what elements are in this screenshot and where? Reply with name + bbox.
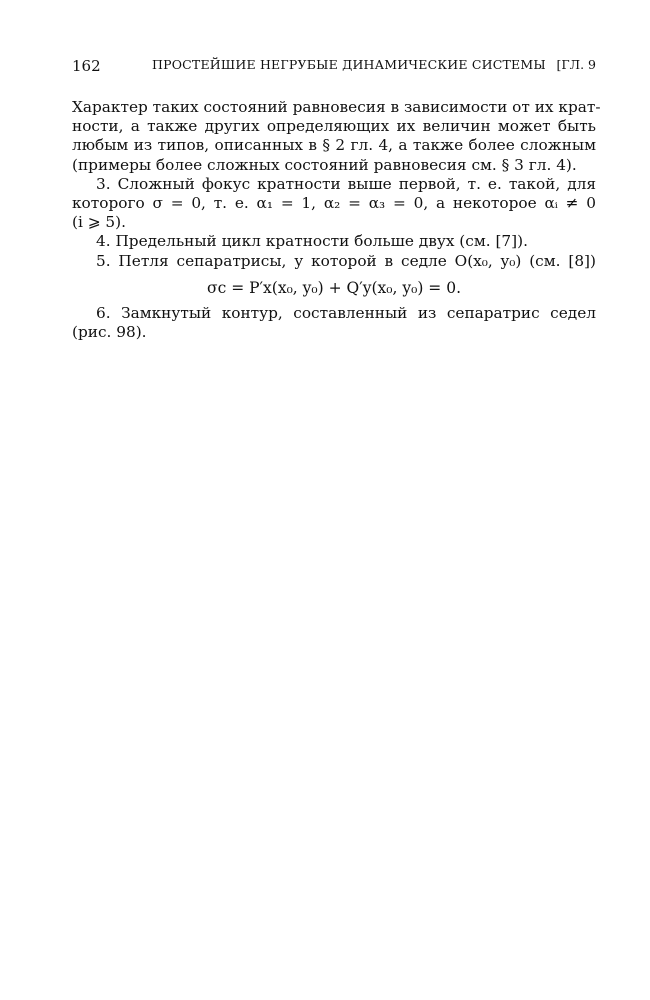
item-5-line: 5. Петля сепаратрисы, у которой в седле O(x₀, y₀) (см. [8]) [96,251,596,270]
running-header [72,57,596,77]
formula-sigma-c: σc = P′x(x₀, y₀) + Q′y(x₀, y₀) = 0. [207,278,461,297]
item-5 [72,252,596,271]
paragraph-1 [72,98,601,175]
item-3-line: 3. Сложный фокус кратности выше первой, т. е. такой, для [96,174,596,193]
body-text [72,98,601,342]
item-4 [72,232,596,251]
item-3 [72,175,596,233]
paragraph-1-line: Характер таких состояний равновесия в зависимости от их крат- [72,98,601,116]
item-6 [72,304,596,342]
chapter-reference: [ГЛ. 9 [556,57,596,72]
paragraph-1-line: любым из типов, описанных в § 2 гл. 4, а также более сложным [72,136,596,155]
item-4-line: 4. Предельный цикл кратности больше двух (см. [7]). [96,232,528,251]
item-3-line: (i ⩾ 5). [72,213,126,232]
item-3-line: которого σ = 0, т. е. α₁ = 1, α₂ = α₃ = 0, а некоторое αᵢ ≠ 0 [72,194,596,213]
item-6-line: (рис. 98). [72,323,147,342]
page-number: 162 [72,57,101,75]
item-6-line: 6. Замкнутый контур, составленный из сепаратрис седел [96,304,596,323]
paragraph-1-line: ности, а также других определяющих их величин может быть [72,117,596,136]
paragraph-1-line: (примеры более сложных состояний равновесия см. § 3 гл. 4). [72,155,577,174]
running-title: ПРОСТЕЙШИЕ НЕГРУБЫЕ ДИНАМИЧЕСКИЕ СИСТЕМЫ [152,57,546,72]
